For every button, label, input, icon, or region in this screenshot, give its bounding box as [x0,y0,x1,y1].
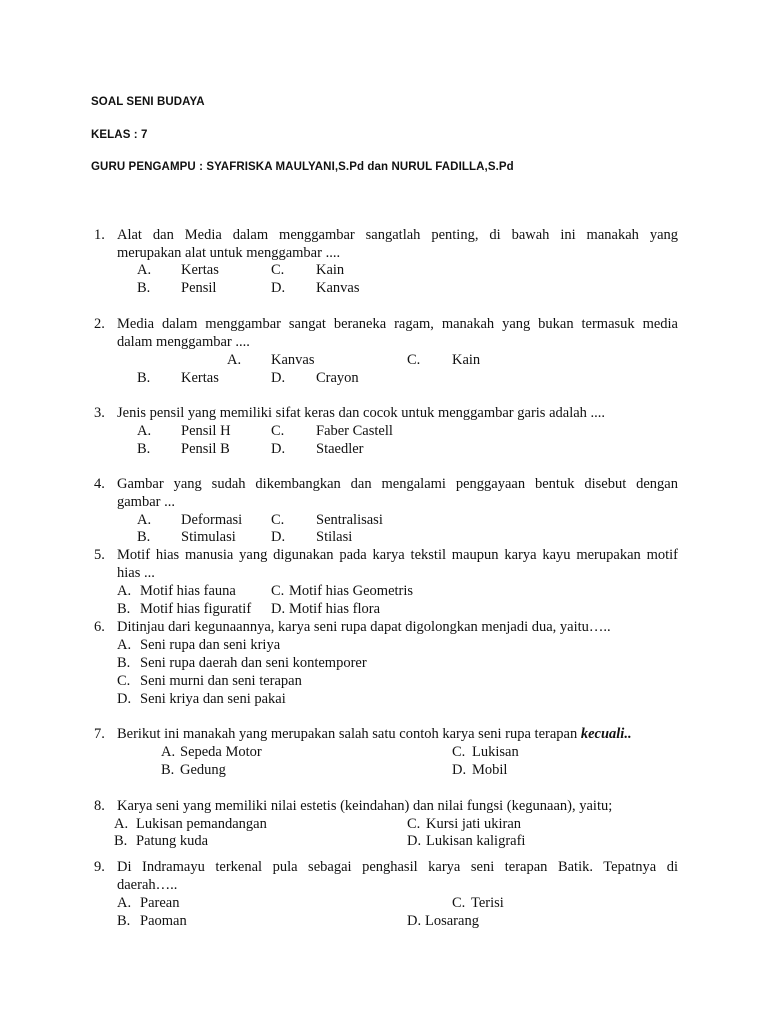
option-letter: A. [137,512,152,528]
option-letter: A. [114,816,129,832]
option-letter: C. [271,583,285,599]
option-text: Stilasi [316,529,353,545]
option-text: Paoman [140,913,187,929]
option-text: Patung kuda [136,833,209,849]
question-number: 8. [94,798,105,814]
option-letter: B. [161,762,175,778]
option-letter: D. [117,691,132,707]
option-text: Terisi [471,895,504,911]
option-text: Parean [140,895,180,911]
option-text: Seni rupa daerah dan seni kontemporer [140,655,367,671]
option-letter: A. [227,352,242,368]
option-letter: C. [452,895,466,911]
question-text-continued: dalam menggambar .... [117,334,250,350]
option-text: Kanvas [316,280,360,296]
option-letter: A. [161,744,176,760]
option-letter: B. [117,913,131,929]
question-text: Motif hias manusia yang digunakan pada karya tekstil maupun karya kayu merupakan motif [117,547,678,563]
option-text: Deformasi [181,512,243,528]
option-letter: B. [117,601,131,617]
option-text: Sentralisasi [316,512,383,528]
option-text: Sepeda Motor [180,744,262,760]
option-text: Faber Castell [316,423,393,439]
option-letter: C. [271,423,285,439]
option-text: Kursi jati ukiran [426,816,522,832]
question-text: Alat dan Media dalam menggambar sangatlah penting, di bawah ini manakah yang [117,227,678,243]
option-letter: D. [271,280,286,296]
option-text: Motif hias figuratif [140,601,252,617]
option-letter: B. [114,833,128,849]
option-text: Losarang [425,913,479,929]
option-letter: C. [452,744,466,760]
question-number: 3. [94,405,105,421]
question-text: Ditinjau dari kegunaannya, karya seni rupa dapat digolongkan menjadi dua, yaitu….. [117,619,611,635]
option-letter: D. [271,441,286,457]
class-label: KELAS : 7 [91,129,148,141]
option-letter: D. [452,762,467,778]
option-text: Pensil B [181,441,230,457]
option-text: Seni murni dan seni terapan [140,673,302,689]
option-text: Lukisan pemandangan [136,816,267,832]
question-number: 6. [94,619,105,635]
option-text: Motif hias flora [289,601,381,617]
option-letter: D. [407,913,422,929]
option-letter: A. [117,637,132,653]
option-text: Motif hias fauna [140,583,236,599]
document-title: SOAL SENI BUDAYA [91,96,205,108]
question-text-continued: gambar ... [117,494,175,510]
teacher-label: GURU PENGAMPU : SYAFRISKA MAULYANI,S.Pd dan NURUL FADILLA,S.Pd [91,161,514,173]
question-text: Media dalam menggambar sangat beraneka ragam, manakah yang bukan termasuk media [117,316,678,332]
option-text: Stimulasi [181,529,236,545]
option-text: Kain [316,262,345,278]
option-text: Kertas [181,370,219,386]
option-text: Gedung [180,762,226,778]
option-letter: C. [271,262,285,278]
question-number: 2. [94,316,105,332]
option-letter: C. [271,512,285,528]
option-letter: B. [137,529,151,545]
option-letter: B. [137,370,151,386]
question-number: 5. [94,547,105,563]
option-letter: D. [407,833,422,849]
question-text-continued: daerah….. [117,877,178,893]
question-text: Di Indramayu terkenal pula sebagai penghasil karya seni terapan Batik. Tepatnya di [117,859,678,875]
option-text: Seni rupa dan seni kriya [140,637,281,653]
option-text: Kertas [181,262,219,278]
option-text: Pensil [181,280,217,296]
option-letter: B. [137,280,151,296]
option-text: Lukisan [472,744,519,760]
option-text: Kain [452,352,481,368]
option-text: Pensil H [181,423,231,439]
option-letter: A. [117,895,132,911]
option-letter: B. [117,655,131,671]
question-number: 4. [94,476,105,492]
option-text: Crayon [316,370,359,386]
question-text: Jenis pensil yang memiliki sifat keras dan cocok untuk menggambar garis adalah .... [117,405,606,421]
question-text-continued: merupakan alat untuk menggambar .... [117,245,341,261]
option-text: Kanvas [271,352,315,368]
question-text: Gambar yang sudah dikembangkan dan mengalami penggayaan bentuk disebut dengan [117,476,678,492]
option-letter: A. [137,423,152,439]
option-letter: C. [407,816,421,832]
question-text-continued: hias ... [117,565,155,581]
question-number: 1. [94,227,105,243]
option-text: Mobil [472,762,508,778]
option-text: Staedler [316,441,364,457]
question-text-main: Berikut ini manakah yang merupakan salah satu contoh karya seni rupa terapan [117,726,578,742]
option-letter: D. [271,370,286,386]
question-text: Karya seni yang memiliki nilai estetis (keindahan) dan nilai fungsi (kegunaan), yaitu; [117,798,613,814]
option-letter: D. [271,529,286,545]
question-text [117,725,632,743]
option-letter: B. [137,441,151,457]
option-letter: D. [271,601,286,617]
question-emphasis: kecuali.. [580,726,632,742]
question-number: 9. [94,859,105,875]
option-text: Motif hias Geometris [289,583,414,599]
option-letter: C. [407,352,421,368]
option-letter: C. [117,673,131,689]
question-number: 7. [94,726,105,742]
option-text: Seni kriya dan seni pakai [140,691,286,707]
option-text: Lukisan kaligrafi [426,833,526,849]
option-letter: A. [137,262,152,278]
option-letter: A. [117,583,132,599]
